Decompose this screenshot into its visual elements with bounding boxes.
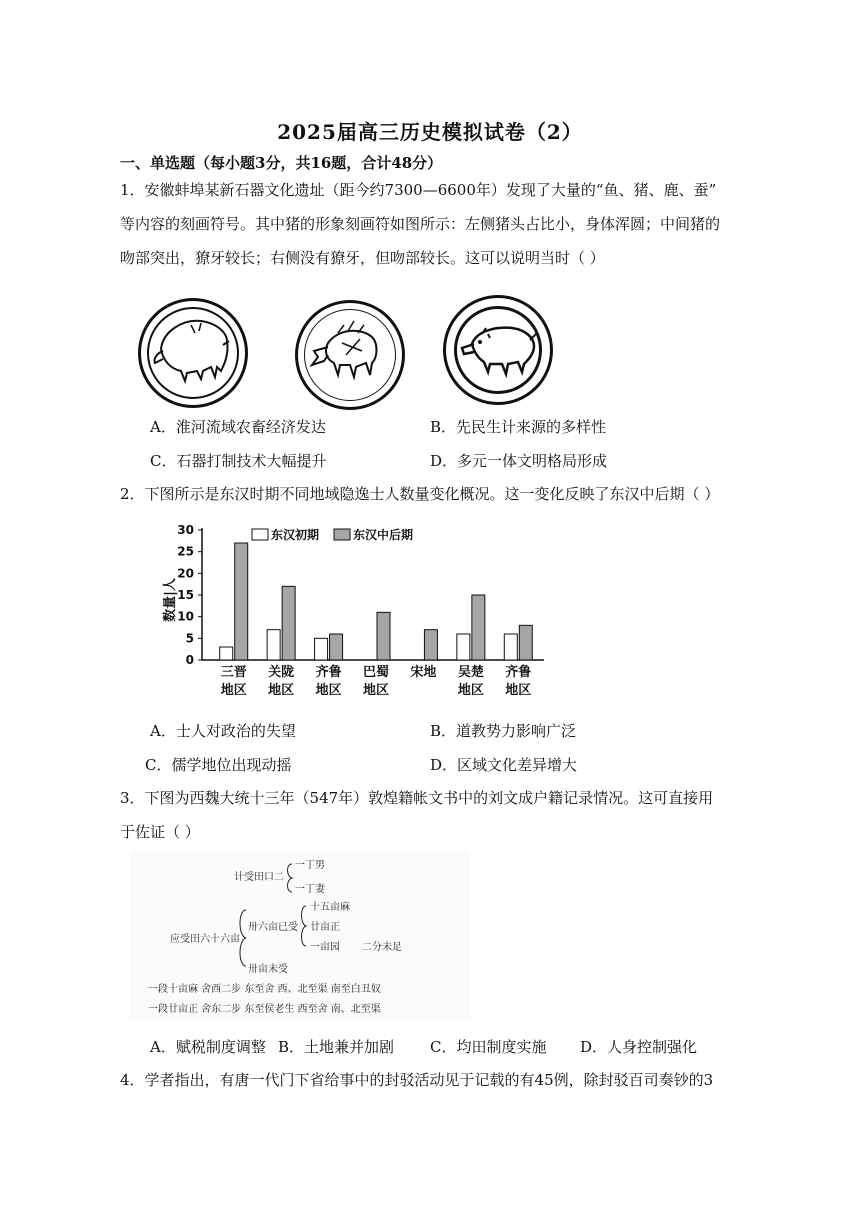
question-1-option-c[interactable]: C．石器打制技术大幅提升 [150, 452, 327, 470]
doc-t3c: 一亩园 [310, 942, 340, 953]
bar-late-4 [424, 630, 437, 660]
question-1-option-d[interactable]: D．多元一体文明格局形成 [430, 452, 608, 470]
question-2-option-c[interactable]: C．儒学地位出现动摇 [145, 756, 292, 774]
doc-t4: 卅亩未受 [248, 964, 288, 975]
question-3-line-2: 于佐证（ ） [120, 823, 200, 841]
question-2-line-1: 2．下图所示是东汉时期不同地域隐逸士人数量变化概况。这一变化反映了东汉中后期（ ） [120, 485, 720, 503]
x-tick-label: 宋地 [410, 665, 437, 680]
pig-carving-middle [295, 300, 405, 410]
y-tick-label: 30 [177, 523, 194, 537]
bar-early-2 [315, 638, 328, 660]
page-title: 2025届高三历史模拟试卷（2） [277, 120, 583, 144]
legend-label: 东汉中后期 [353, 528, 414, 542]
doc-t2: 应受田六十六亩 [170, 934, 240, 945]
pig-carving-left [138, 298, 248, 408]
bar-late-6 [519, 625, 532, 660]
x-tick-label: 关陇 [268, 665, 295, 680]
legend-swatch [334, 529, 350, 540]
doc-t1: 计受田口二 [234, 872, 284, 883]
question-2-option-b[interactable]: B．道教势力影响广泛 [430, 722, 577, 740]
doc-t3: 卅六亩已受 [248, 922, 298, 933]
doc-t3d: 二分未足 [362, 942, 402, 953]
doc-t3b: 廿亩正 [310, 922, 340, 933]
x-tick-label: 地区 [457, 683, 484, 698]
bar-early-5 [457, 634, 470, 660]
y-tick-label: 5 [185, 631, 194, 646]
question-1-line-1: 1．安徽蚌埠某新石器文化遗址（距今约7300—6600年）发现了大量的“鱼、猪、鹿、蚕” [120, 181, 717, 199]
question-3-option-d[interactable]: D．人身控制强化 [580, 1038, 698, 1056]
x-tick-label: 地区 [268, 683, 295, 698]
doc-t3a: 十五亩麻 [310, 902, 350, 913]
question-2-option-d[interactable]: D．区域文化差异增大 [430, 756, 578, 774]
y-axis-label: 数量|人 [163, 578, 178, 622]
bar-early-0 [220, 647, 233, 660]
question-3-line-1: 3．下图为西魏大统十三年（547年）敦煌籍帐文书中的刘文成户籍记录情况。这可直接用 [120, 789, 714, 807]
x-tick-label: 吴楚 [457, 665, 484, 680]
pig-carving-right [443, 295, 553, 405]
legend-label: 东汉初期 [271, 528, 320, 542]
x-tick-label: 地区 [362, 683, 390, 698]
chart-bars [220, 543, 533, 660]
x-tick-label: 巴蜀 [362, 665, 390, 680]
question-2-option-a[interactable]: A．士人对政治的失望 [150, 722, 296, 740]
question-1-option-b[interactable]: B．先民生计来源的多样性 [430, 418, 607, 436]
question-4-line-1: 4．学者指出，有唐一代门下省给事中的封驳活动见于记载的有45例，除封驳百司奏钞的3 [120, 1071, 714, 1089]
bar-early-1 [267, 630, 280, 660]
question-1-option-a[interactable]: A．淮河流域农畜经济发达 [150, 418, 326, 436]
question-3-option-a[interactable]: A．赋税制度调整 [150, 1038, 266, 1056]
bar-late-3 [377, 612, 390, 660]
x-tick-label: 齐鲁 [315, 665, 342, 680]
x-tick-label: 地区 [505, 683, 532, 698]
y-tick-label: 0 [185, 653, 194, 667]
hermit-count-bar-chart [160, 518, 560, 708]
doc-row-2: 一段廿亩正 舍东二步 东至侯老生 西至舍 南、北至渠 [148, 1004, 381, 1015]
chart-legend [252, 527, 413, 542]
x-tick-label: 地区 [220, 683, 247, 698]
doc-t1b: 一丁妻 [295, 884, 325, 895]
y-tick-label: 25 [177, 544, 194, 559]
question-3-option-c[interactable]: C．均田制度实施 [430, 1038, 547, 1056]
doc-row-1: 一段十亩麻 舍西二步 东至舍 西、北至渠 南至白丑奴 [148, 984, 381, 995]
x-tick-label: 地区 [315, 683, 342, 698]
question-3-option-b[interactable]: B．土地兼并加剧 [278, 1038, 395, 1056]
y-tick-label: 15 [177, 588, 194, 602]
bar-late-1 [282, 586, 295, 660]
section-heading: 一、单选题（每小题3分，共16题，合计48分） [120, 154, 443, 172]
chart-axes [198, 528, 544, 660]
question-1-line-3: 吻部突出，獠牙较长；右侧没有獠牙，但吻部较长。这可以说明当时（ ） [120, 249, 605, 267]
legend-swatch [252, 529, 268, 540]
x-tick-label: 齐鲁 [505, 665, 532, 680]
bar-late-2 [330, 634, 343, 660]
question-1-line-2: 等内容的刻画符号。其中猪的形象刻画符如图所示：左侧猪头占比小，身体浑圆；中间猪的 [120, 215, 721, 233]
doc-t1a: 一丁男 [295, 860, 325, 871]
bar-late-5 [472, 595, 485, 660]
y-tick-label: 10 [177, 609, 194, 624]
household-register-document [130, 850, 470, 1020]
x-tick-label: 三晋 [220, 665, 247, 680]
y-tick-label: 20 [177, 566, 194, 581]
bar-early-6 [504, 634, 517, 660]
bar-late-0 [235, 543, 248, 660]
